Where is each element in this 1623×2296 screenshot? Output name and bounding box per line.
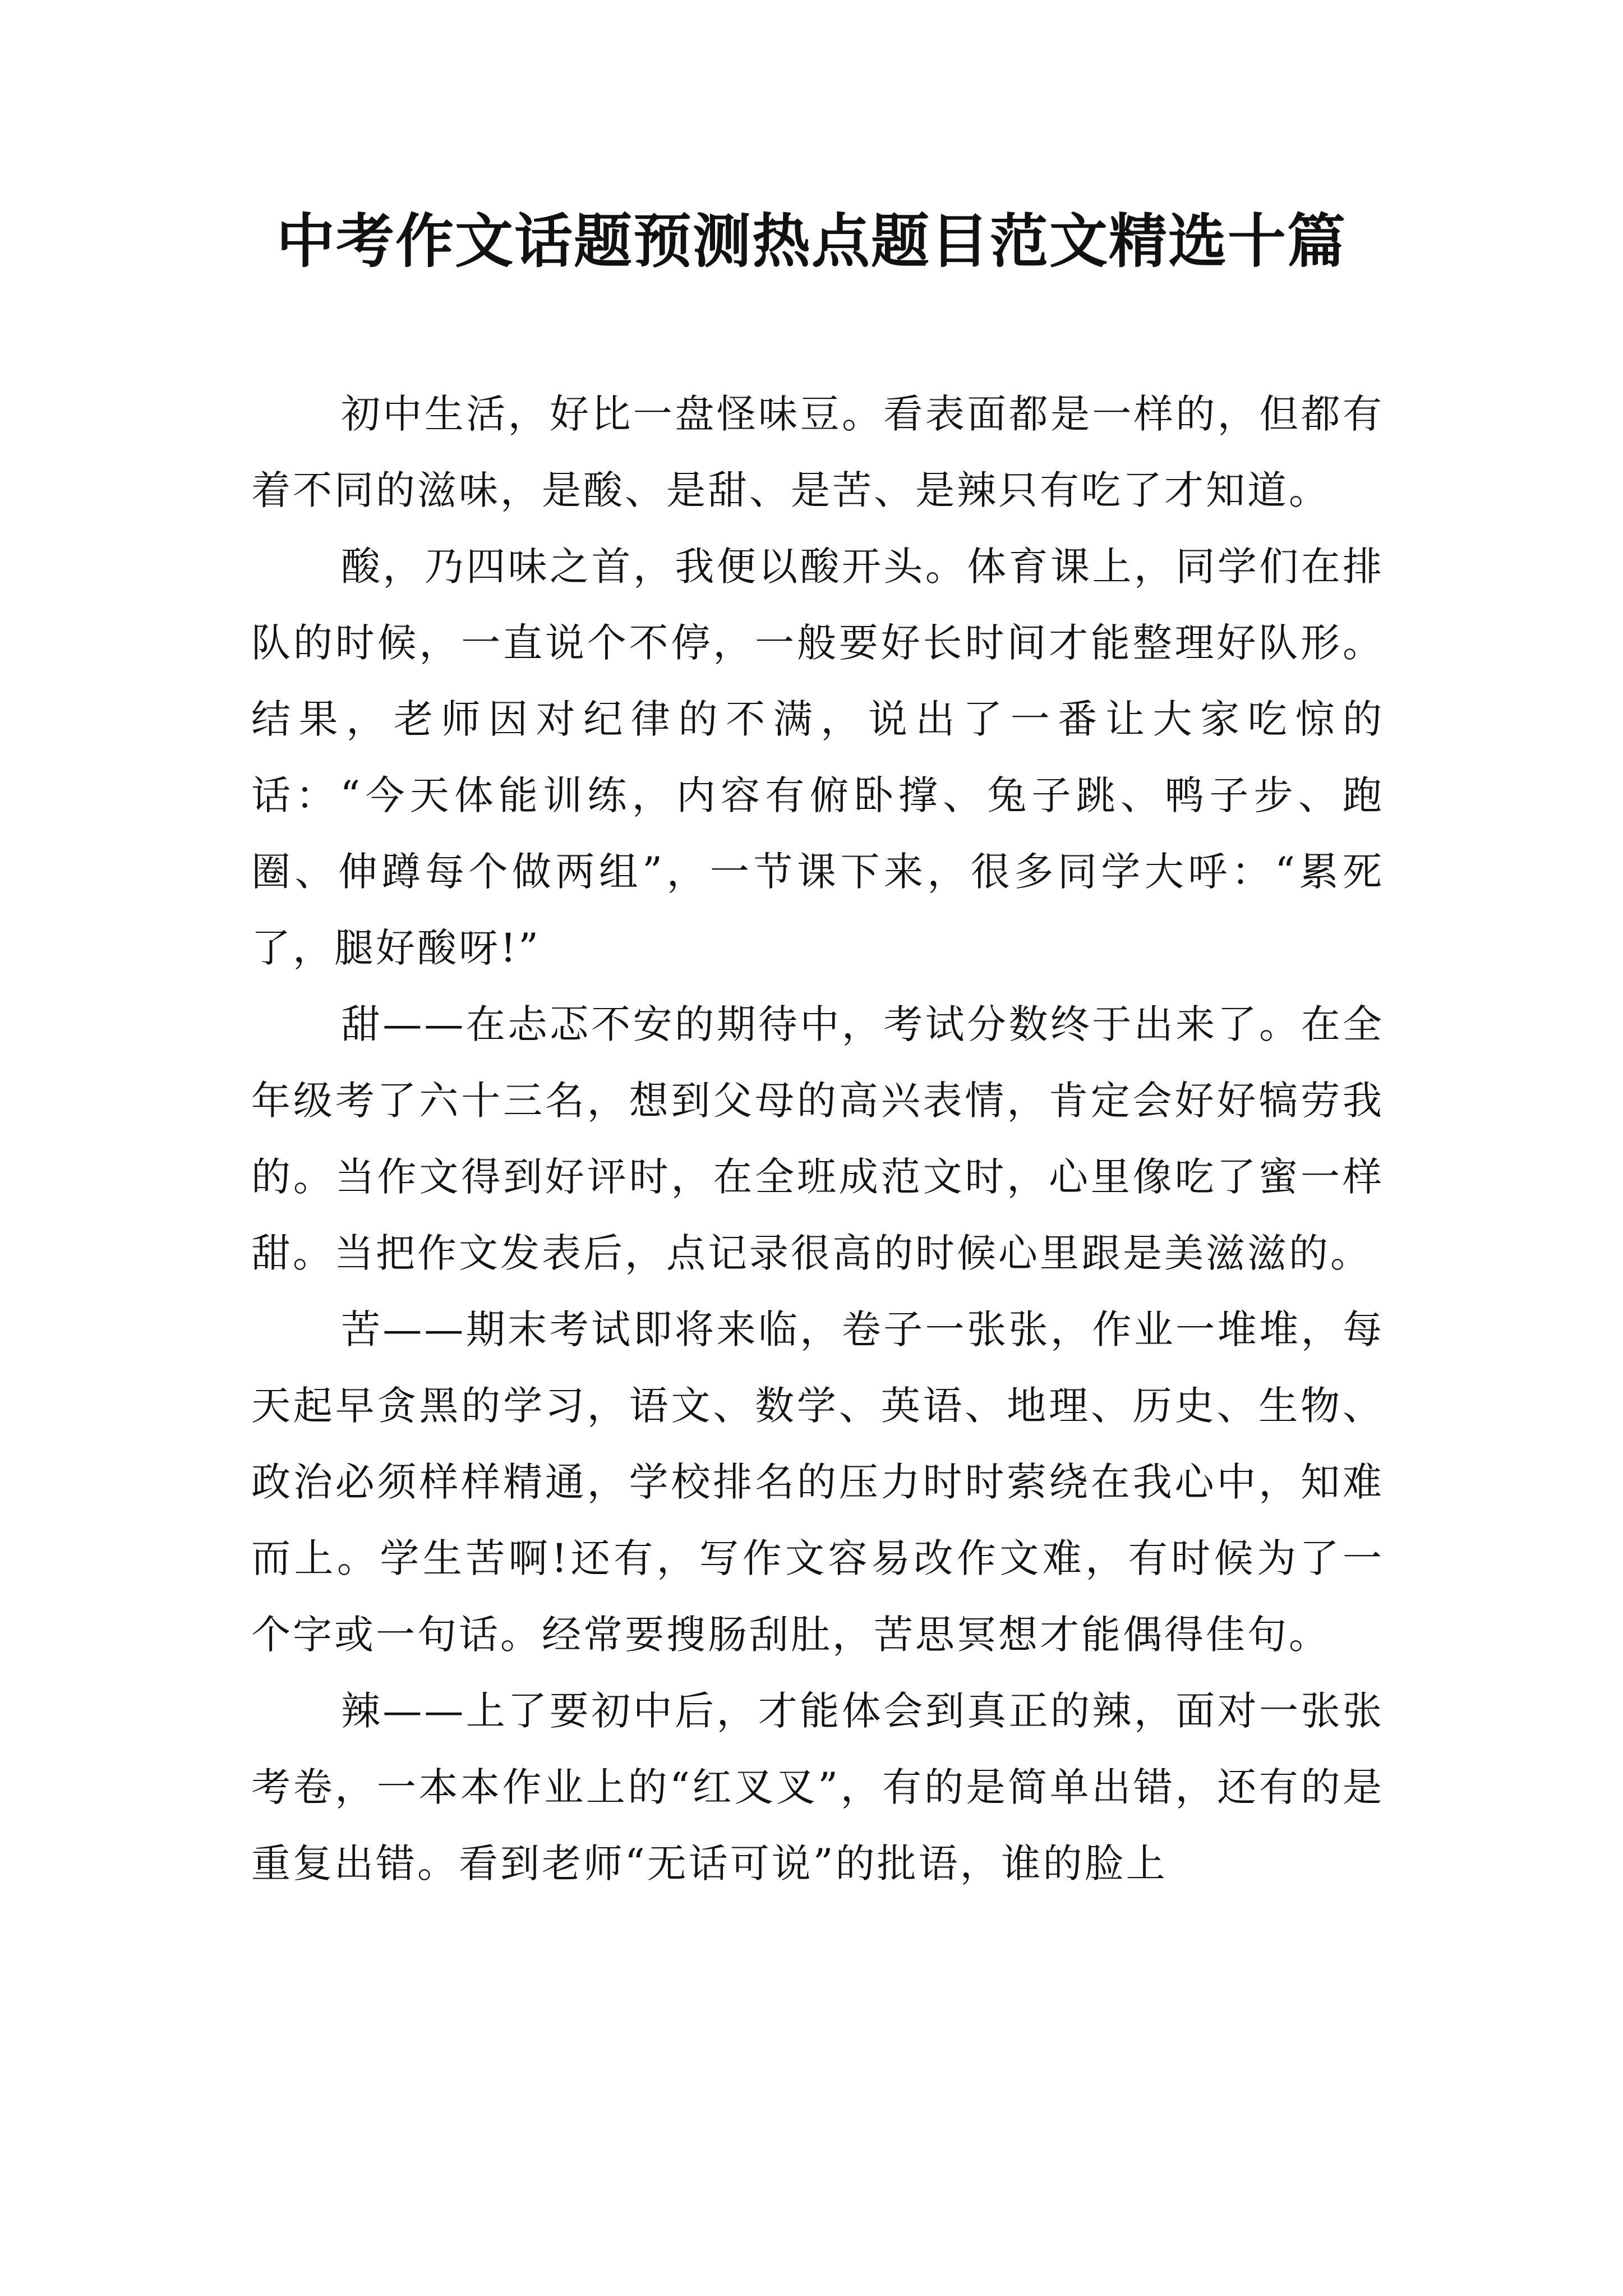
- document-title: 中考作文话题预测热点题目范文精选十篇: [276, 207, 1347, 275]
- paragraph-spicy: 辣——上了要初中后，才能体会到真正的辣，面对一张张考卷，一本本作业上的“红叉叉”，有的是简单出错，还有的是重复出错。看到老师“无话可说”的批语，谁的脸上: [251, 1688, 1384, 1887]
- paragraph-sour: 酸，乃四味之首，我便以酸开头。体育课上，同学们在排队的时候，一直说个不停，一般要好长时间才能整理好队形。结果，老师因对纪律的不满，说出了一番让大家吃惊的话：“今天体能训练，内容有俯卧撑、兔子跳、鸭子步、跑圈、伸蹲每个做两组”，一节课下来，很多同学大呼：“累死了，腿好酸呀!”: [251, 544, 1384, 971]
- paragraph-sour-intro: 初中生活，好比一盘怪味豆。看表面都是一样的，但都有着不同的滋味，是酸、是甜、是苦、是辣只有吃了才知道。: [251, 391, 1384, 513]
- document-body: [251, 376, 1384, 1902]
- paragraph-bitter: 苦——期末考试即将来临，卷子一张张，作业一堆堆，每天起早贪黑的学习，语文、数学、英语、地理、历史、生物、政治必须样样精通，学校排名的压力时时萦绕在我心中，知难而上。学生苦啊!还有，写作文容易改作文难，有时候为了一个字或一句话。经常要搜肠刮肚，苦思冥想才能偶得佳句。: [251, 1306, 1384, 1658]
- paragraph-sweet: 甜——在忐忑不安的期待中，考试分数终于出来了。在全年级考了六十三名，想到父母的高兴表情，肯定会好好犒劳我的。当作文得到好评时，在全班成范文时，心里像吃了蜜一样甜。当把作文发表后，点记录很高的时候心里跟是美滋滋的。: [251, 1001, 1384, 1276]
